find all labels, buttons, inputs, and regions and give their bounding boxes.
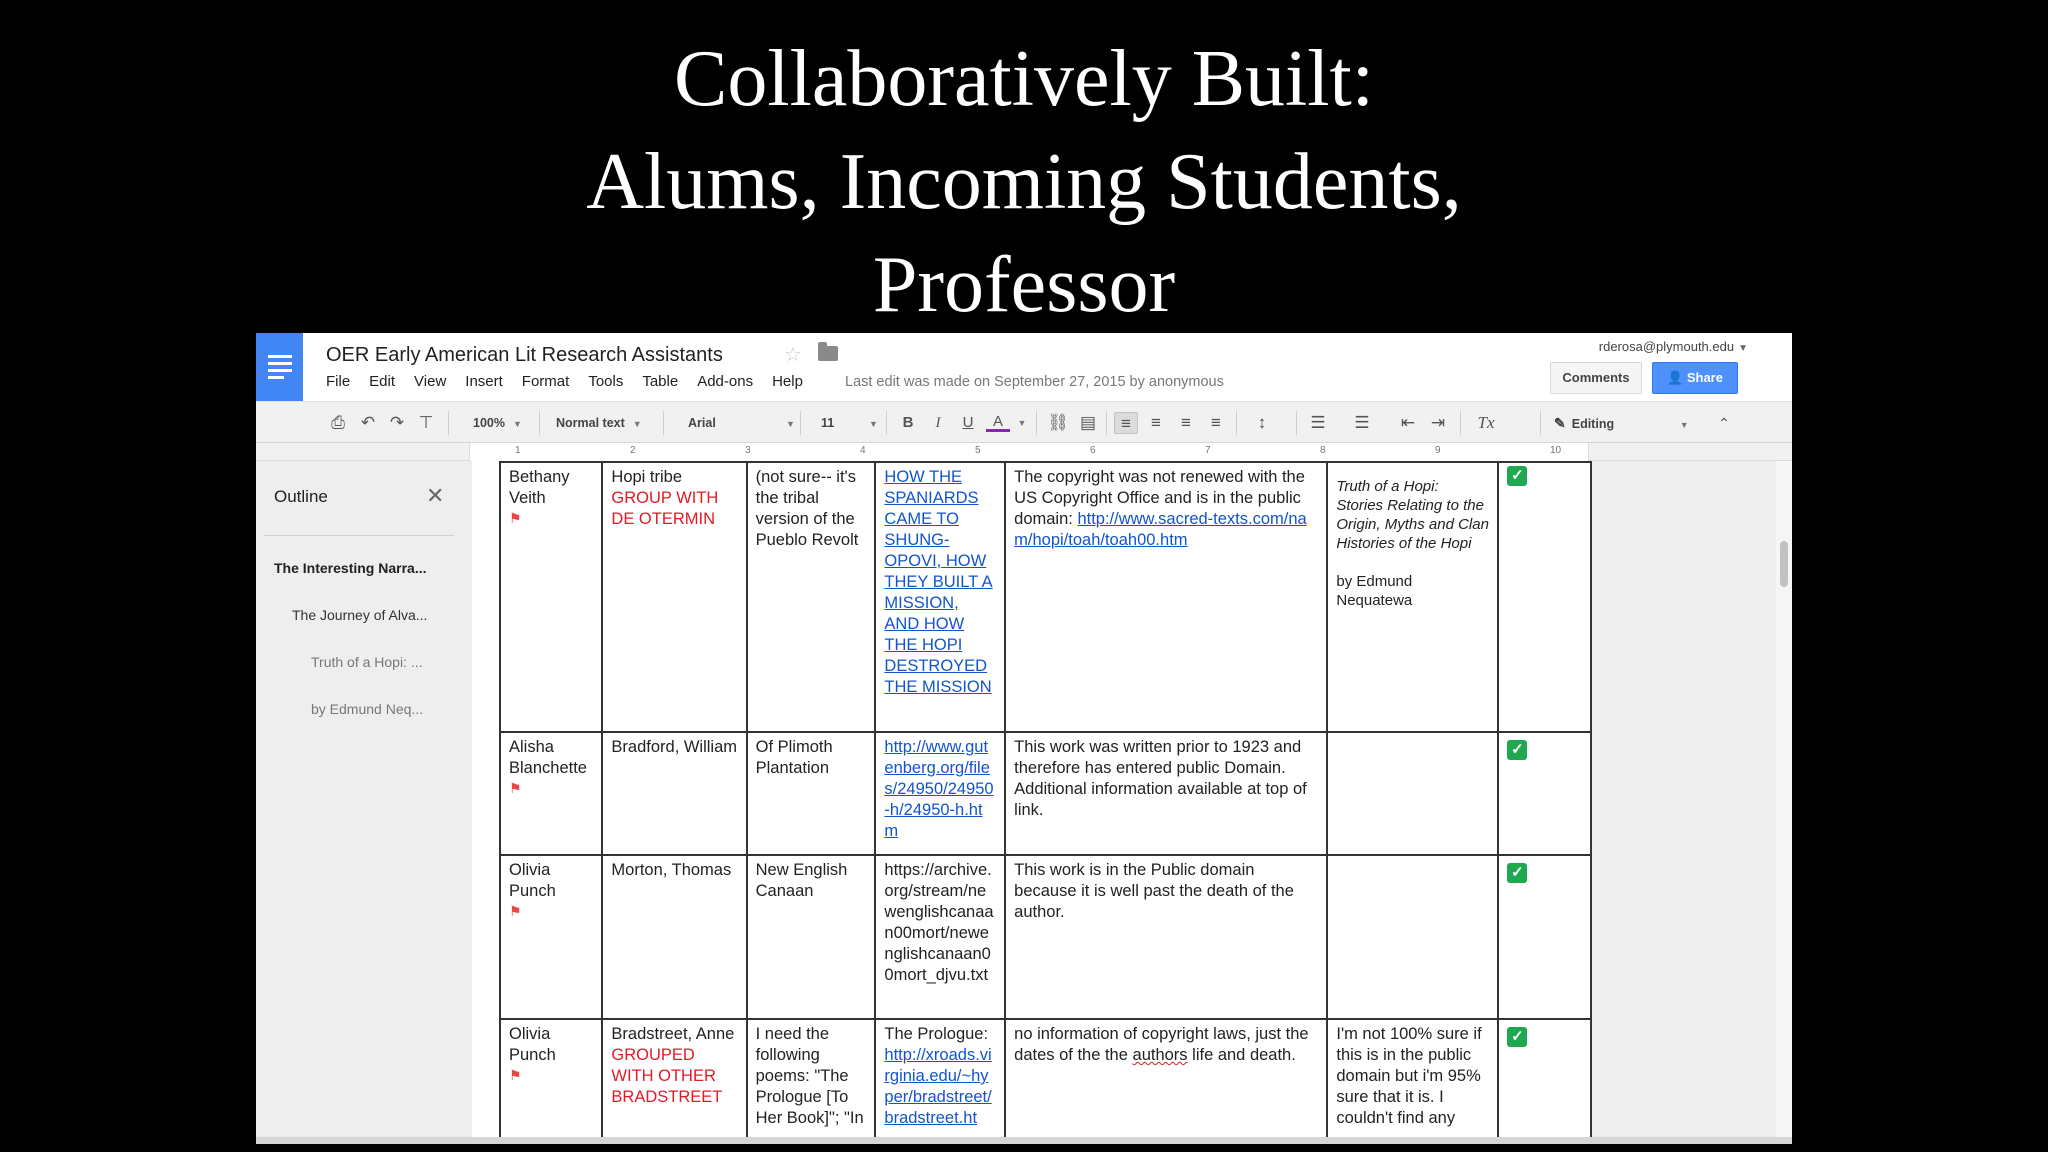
slide-title-line-1: Collaboratively Built:: [674, 35, 1374, 123]
status-cell[interactable]: [1498, 732, 1591, 855]
horizontal-scrollbar[interactable]: [256, 1137, 1792, 1144]
check-icon[interactable]: ✓: [1507, 1027, 1527, 1047]
text-link[interactable]: http://xroads.virginia.edu/~hyper/bradstreet/bradstreet.ht: [884, 1046, 992, 1127]
star-icon[interactable]: ☆: [784, 344, 802, 366]
align-right-icon[interactable]: ≡: [1181, 413, 1191, 432]
flag-icon: ⚑: [509, 780, 522, 796]
ruler-number: 7: [1205, 445, 1211, 456]
title-cell[interactable]: Of Plimoth Plantation: [747, 732, 876, 855]
outline-item[interactable]: The Interesting Narra...: [274, 560, 427, 576]
outline-title: Outline: [274, 487, 328, 506]
menu-file[interactable]: File: [326, 373, 351, 390]
paint-format-icon[interactable]: ⊤: [418, 413, 434, 432]
notes-text: by Edmund Nequatewa: [1336, 573, 1413, 609]
menu-edit[interactable]: Edit: [369, 373, 396, 390]
font-select[interactable]: [688, 412, 795, 434]
caret-down-icon[interactable]: ▼: [1017, 418, 1027, 428]
ruler-number: 5: [975, 445, 981, 456]
text-link[interactable]: http://www.gutenberg.org/files/24950/24950-h/24950-h.htm: [884, 738, 994, 840]
author-text: Bradstreet, Anne: [611, 1025, 735, 1043]
font-size-select[interactable]: [821, 412, 878, 434]
menu-addons[interactable]: Add-ons: [697, 373, 754, 390]
status-cell[interactable]: [1498, 462, 1591, 732]
title-cell[interactable]: (not sure-- it's the tribal version of the Pueblo Revolt: [747, 462, 876, 732]
assistant-name: Olivia Punch: [509, 1025, 556, 1064]
outline-item[interactable]: by Edmund Neq...: [311, 701, 424, 717]
ruler-number: 10: [1550, 445, 1562, 456]
bold-button[interactable]: B: [902, 414, 914, 431]
title-cell[interactable]: I need the following poems: "The Prologue [To Her Book]"; "In: [747, 1019, 876, 1139]
document-page[interactable]: [472, 461, 1592, 1144]
menu-tools[interactable]: Tools: [588, 373, 624, 390]
font-size-value: 11: [821, 416, 835, 430]
print-icon[interactable]: ⎙: [331, 413, 345, 432]
plain-url: https://archive.org/stream/newenglishcanaan00mort/newenglishcanaan00mort_djvu.txt: [884, 861, 994, 984]
name-cell[interactable]: [500, 1019, 602, 1139]
text-link[interactable]: HOW THE SPANIARDS CAME TO SHUNG-OPOVI, HOW THEY BUILT A MISSION, AND HOW THE HOPI DESTROYED THE MISSION: [884, 468, 993, 696]
rights-text: no information of copyright laws, just the dates of the the: [1014, 1025, 1309, 1064]
notes-cell[interactable]: [1327, 855, 1498, 1019]
slide-title: [0, 28, 2048, 337]
line-spacing-icon[interactable]: ↕: [1257, 413, 1267, 432]
last-edit-link[interactable]: Last edit was made on September 27, 2015 by anonymous: [845, 374, 1224, 390]
increase-indent-icon[interactable]: ⇥: [1430, 413, 1446, 432]
table-row: [500, 1019, 1591, 1139]
pencil-icon: ✎: [1554, 415, 1566, 431]
status-cell[interactable]: [1498, 1019, 1591, 1139]
notes-cell[interactable]: [1327, 732, 1498, 855]
name-cell[interactable]: [500, 855, 602, 1019]
ruler-number: 4: [860, 445, 866, 456]
flag-icon: ⚑: [509, 1067, 522, 1083]
ruler-number: 8: [1320, 445, 1326, 456]
comment-icon[interactable]: ▤: [1079, 413, 1097, 432]
slide-title-line-2: Alums, Incoming Students,: [586, 138, 1462, 226]
author-note: GROUP WITH DE OTERMIN: [611, 489, 719, 528]
author-cell[interactable]: Morton, Thomas: [602, 855, 746, 1019]
table-row: [500, 855, 1591, 1019]
status-cell[interactable]: [1498, 855, 1591, 1019]
outline-item[interactable]: The Journey of Alva...: [292, 607, 428, 623]
share-button[interactable]: [1652, 362, 1738, 394]
menu-table[interactable]: Table: [642, 373, 679, 390]
caret-down-icon: ▼: [869, 419, 878, 429]
outline-item[interactable]: Truth of a Hopi: ...: [311, 654, 423, 670]
rights-cell[interactable]: [1005, 1019, 1327, 1139]
check-icon[interactable]: ✓: [1507, 466, 1527, 486]
caret-down-icon: ▼: [512, 419, 522, 429]
spellcheck-word[interactable]: authors: [1132, 1046, 1188, 1064]
menu-format[interactable]: Format: [521, 373, 570, 390]
author-cell[interactable]: [602, 462, 746, 732]
style-value: Normal text: [556, 416, 625, 430]
italic-button[interactable]: I: [935, 415, 941, 431]
link-cell[interactable]: [875, 1019, 1005, 1139]
caret-down-icon: ▼: [1679, 420, 1689, 430]
author-cell[interactable]: Bradford, William: [602, 732, 746, 855]
ruler[interactable]: [256, 443, 1792, 461]
menu-view[interactable]: View: [414, 373, 447, 390]
link-icon[interactable]: ⛓: [1047, 413, 1069, 432]
rights-link[interactable]: http://www.sacred-texts.com/nam/hopi/toah/toah00.htm: [1014, 510, 1307, 549]
ruler-number: 3: [745, 445, 751, 456]
slide-title-line-3: Professor: [872, 241, 1176, 329]
close-icon[interactable]: ✕: [426, 483, 445, 508]
link-prefix: The Prologue:: [884, 1025, 989, 1043]
outline-panel: [256, 461, 469, 1144]
font-value: Arial: [688, 416, 716, 430]
undo-icon[interactable]: ↶: [360, 413, 376, 432]
docs-header: [256, 333, 1792, 401]
editor-body: [256, 461, 1792, 1144]
formatting-toolbar: [256, 401, 1792, 443]
ruler-number: 6: [1090, 445, 1096, 456]
name-cell[interactable]: [500, 732, 602, 855]
underline-button[interactable]: U: [962, 414, 974, 431]
link-cell[interactable]: [875, 732, 1005, 855]
align-justify-icon[interactable]: ≡: [1211, 413, 1221, 432]
align-center-icon[interactable]: ≡: [1151, 413, 1161, 432]
document-title[interactable]: OER Early American Lit Research Assistants: [326, 344, 723, 366]
menu-bar: [326, 373, 822, 390]
comments-button[interactable]: Comments: [1550, 362, 1642, 394]
caret-down-icon: ▼: [786, 419, 795, 429]
rights-text: life and death.: [1192, 1046, 1296, 1064]
folder-icon[interactable]: [818, 346, 838, 361]
person-icon: 👤: [1667, 370, 1684, 385]
rights-cell[interactable]: [1005, 462, 1327, 732]
title-cell[interactable]: New English Canaan: [747, 855, 876, 1019]
rights-cell[interactable]: This work is in the Public domain because it is well past the death of the author.: [1005, 855, 1327, 1019]
scrollbar-thumb[interactable]: [1780, 541, 1788, 587]
collapse-menus-icon[interactable]: ⌃: [1718, 415, 1730, 431]
link-cell[interactable]: [875, 462, 1005, 732]
ruler-number: 9: [1435, 445, 1441, 456]
notes-cell[interactable]: [1327, 462, 1498, 732]
research-table: [499, 461, 1592, 1140]
check-icon[interactable]: ✓: [1507, 863, 1527, 883]
link-cell[interactable]: [875, 855, 1005, 1019]
zoom-value: 100%: [473, 416, 505, 430]
numbered-list-icon[interactable]: ☰: [1310, 413, 1326, 432]
flag-icon: ⚑: [509, 510, 522, 526]
share-label: Share: [1686, 370, 1723, 385]
notes-italic: Truth of a Hopi: Stories Relating to the Origin, Myths and Clan Histories of the Hopi: [1336, 478, 1489, 552]
chevron-down-icon: ▼: [1738, 343, 1748, 354]
table-row: [500, 732, 1591, 855]
menu-help[interactable]: Help: [772, 373, 803, 390]
notes-cell[interactable]: I'm not 100% sure if this is in the public domain but i'm 95% sure that it is. I couldn't find any: [1327, 1019, 1498, 1139]
account-menu[interactable]: [1599, 339, 1748, 354]
docs-logo-icon[interactable]: [256, 333, 303, 401]
editing-mode-value: Editing: [1571, 417, 1615, 431]
user-email: rderosa@plymouth.edu: [1598, 339, 1735, 354]
assistant-name: Olivia Punch: [509, 861, 556, 900]
caret-down-icon: ▼: [632, 419, 642, 429]
ruler-number: 2: [630, 445, 636, 456]
rights-text: The copyright was not renewed with the US Copyright Office and is in the public domain:: [1014, 468, 1305, 528]
table-row: [500, 462, 1591, 732]
author-text: Hopi tribe: [611, 468, 683, 486]
zoom-select[interactable]: [473, 412, 522, 434]
name-cell[interactable]: [500, 462, 602, 732]
align-left-icon[interactable]: ≡: [1114, 412, 1138, 434]
clear-formatting-icon[interactable]: Tx: [1477, 413, 1495, 432]
check-icon[interactable]: ✓: [1507, 740, 1527, 760]
ruler-number: 1: [515, 445, 521, 456]
rights-cell[interactable]: This work was written prior to 1923 and therefore has entered public Domain. Additional information available at top of link.: [1005, 732, 1327, 855]
redo-icon[interactable]: ↷: [389, 413, 405, 432]
author-note: GROUPED WITH OTHER BRADSTREET: [611, 1046, 723, 1106]
menu-insert[interactable]: Insert: [465, 373, 503, 390]
assistant-name: Alisha Blanchette: [509, 738, 587, 777]
google-docs-window: [256, 333, 1792, 1144]
decrease-indent-icon[interactable]: ⇤: [1400, 413, 1416, 432]
assistant-name: Bethany Veith: [509, 468, 570, 507]
editing-mode-select[interactable]: [1554, 412, 1689, 434]
text-color-button[interactable]: A: [986, 412, 1010, 432]
author-cell[interactable]: [602, 1019, 746, 1139]
bulleted-list-icon[interactable]: ☰: [1354, 413, 1370, 432]
style-select[interactable]: [556, 412, 642, 434]
flag-icon: ⚑: [509, 903, 522, 919]
vertical-scrollbar[interactable]: [1776, 461, 1792, 1144]
